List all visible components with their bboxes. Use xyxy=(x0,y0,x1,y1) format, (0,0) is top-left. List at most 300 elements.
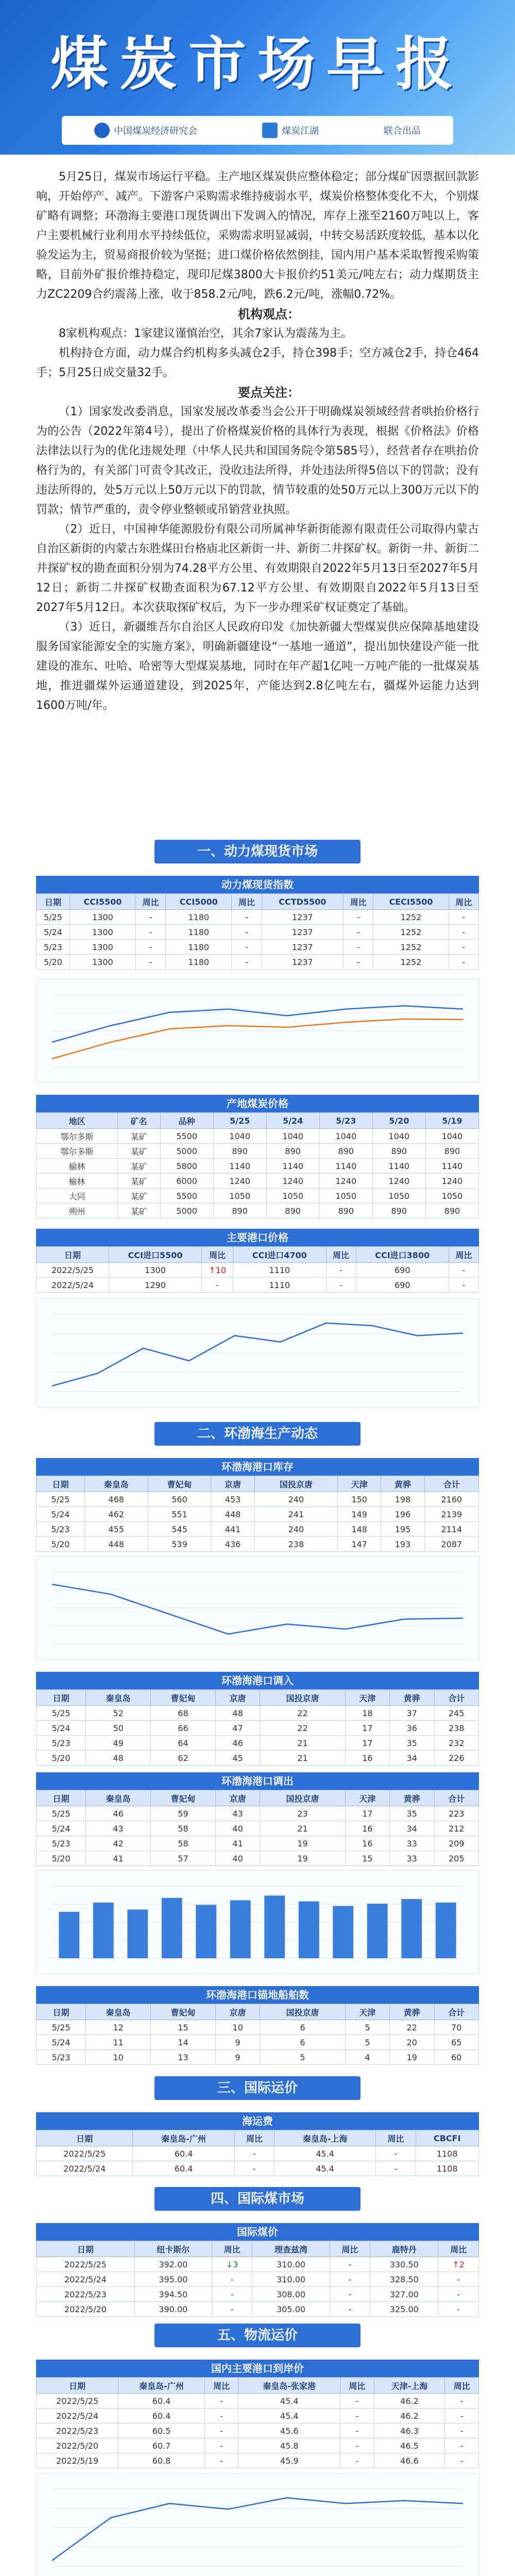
column-header: 天津 xyxy=(345,2004,389,2020)
table-header-row xyxy=(37,1113,479,1129)
table-cell: - xyxy=(376,2146,416,2161)
table-cell: 68 xyxy=(151,1706,216,1721)
table-cell: 198 xyxy=(381,1492,424,1507)
table-cell: 33 xyxy=(390,1836,434,1851)
table-cell: 6 xyxy=(260,2020,345,2035)
table-cell: 2022/5/25 xyxy=(37,2394,118,2409)
intro-para-5: （2）近日，中国神华能源股份有限公司所属神华新街能源有限责任公司取得内蒙古自治区新街的内蒙古东胜煤田台格庙北区新街一井、新街二井探矿权。新街一井、新街二井探矿权的勘查面积分别为74.28平方公里、有效期限自2022年5月13日至2027年5月12日；新街二井探矿权勘查面积为67.12平方公里、有效期限自2022年5月13日至2027年5月12日。本次获取探矿权后，为下一步办理采矿权证奠定了基础。 xyxy=(36,523,479,614)
table-cell: 238 xyxy=(434,1721,478,1736)
table-cell: 390.00 xyxy=(134,2302,212,2317)
table-cell: - xyxy=(445,2409,479,2424)
table-row xyxy=(37,2453,479,2468)
intro-para-4: （1）国家发改委消息，国家发展改革委当会公开于明确煤炭领域经营者哄抬价格行为的公告（2022年第4号），提出了价格煤炭价格的具体行为表现，根据《价格法》价格法律法以行为的优化违规处理（中华人民共和国国务院令第585号），经营者存在哄抬价格行为的，有关部门可责令其改正，没收违法所得，并处违法所得5倍以下的罚款；没有违法所得的，处5万元以上50万元以下的罚款，情节较重的处50万元以上300万元以下的罚款；情节严重的，责令停业整顿或吊销营业执照。 xyxy=(36,405,479,516)
table-cell: - xyxy=(135,925,165,940)
table-row xyxy=(37,1174,479,1189)
table-cell: 45.9 xyxy=(238,2453,340,2468)
logo-ccera xyxy=(94,123,197,138)
table-3-title: 主要港口价格 xyxy=(36,1229,479,1246)
header-banner xyxy=(0,0,515,155)
table-row xyxy=(37,925,479,940)
table-cell: - xyxy=(344,955,373,970)
table-cell: 9 xyxy=(215,2035,260,2050)
table-cell: 50 xyxy=(86,1721,151,1736)
table-cell: 21 xyxy=(260,1821,345,1836)
table-cell: 890 xyxy=(372,1204,425,1218)
column-header: 曹妃甸 xyxy=(148,1476,211,1492)
table-cell: 45.6 xyxy=(238,2424,340,2438)
table-cell: 19 xyxy=(260,1851,345,1866)
column-header: 矿名 xyxy=(118,1113,161,1129)
table-cell: 4 xyxy=(345,2050,389,2065)
table-cell: 1252 xyxy=(373,955,449,970)
column-header: 黄骅 xyxy=(390,1690,434,1706)
table-cell: 1240 xyxy=(319,1174,372,1189)
table-row xyxy=(37,1851,479,1866)
column-header: 天津 xyxy=(338,1476,381,1492)
table-cell: 193 xyxy=(381,1537,424,1552)
table-cell: 1040 xyxy=(372,1129,425,1144)
table-cell: 23 xyxy=(260,1806,345,1821)
column-header: 黄骅 xyxy=(381,1476,424,1492)
table-cell: 45.8 xyxy=(238,2438,340,2453)
table-row xyxy=(37,2146,479,2161)
table-cell: 1040 xyxy=(425,1129,478,1144)
table-cell: - xyxy=(449,940,478,955)
table-cell: 5500 xyxy=(160,1189,213,1204)
column-header: 周比 xyxy=(449,894,478,910)
table-row xyxy=(37,1751,479,1766)
table-cell: 45.4 xyxy=(274,2161,375,2176)
table-cell: 46 xyxy=(215,1736,260,1751)
table-cell: 1300 xyxy=(70,925,135,940)
table-cell: 45.4 xyxy=(238,2409,340,2424)
table-cell: 890 xyxy=(319,1144,372,1159)
table-5 xyxy=(36,1689,479,1766)
column-header: 合计 xyxy=(424,1476,478,1492)
table-cell: ↓3 xyxy=(212,2257,252,2272)
table-cell: 1240 xyxy=(266,1174,319,1189)
table-cell: 某矿 xyxy=(118,1189,161,1204)
chart-svg xyxy=(37,979,478,1082)
table-cell: - xyxy=(445,2424,479,2438)
table-row xyxy=(37,2287,479,2302)
table-cell: - xyxy=(204,2394,238,2409)
column-header: 5/19 xyxy=(425,1113,478,1129)
table-cell: 34 xyxy=(390,1751,434,1766)
chart-1 xyxy=(36,979,480,1083)
column-header: 曹妃甸 xyxy=(151,1690,216,1706)
table-header-row xyxy=(37,1247,479,1263)
table-cell: 5 xyxy=(345,2035,389,2050)
column-header: 周比 xyxy=(376,2130,416,2146)
logo-mtjh xyxy=(262,123,319,138)
table-cell: 2022/5/23 xyxy=(37,2424,118,2438)
column-header: 黄骅 xyxy=(390,2004,434,2020)
table-cell: 1050 xyxy=(266,1189,319,1204)
column-header: 周比 xyxy=(445,2378,479,2394)
table-cell: 朔州 xyxy=(37,1204,118,1218)
table-cell: 327.00 xyxy=(370,2287,438,2302)
table-4-title: 环渤海港口库存 xyxy=(36,1458,479,1476)
table-row xyxy=(37,1821,479,1836)
column-header: 纽卡斯尔 xyxy=(134,2241,212,2257)
table-7 xyxy=(36,2004,479,2065)
table-cell: 9 xyxy=(215,2050,260,2065)
table-cell: 22 xyxy=(260,1721,345,1736)
table-cell: - xyxy=(212,2287,252,2302)
column-header: 秦皇岛 xyxy=(86,1790,151,1806)
column-header: 天津 xyxy=(345,1690,389,1706)
table-1 xyxy=(36,893,479,970)
table-cell: 16 xyxy=(345,1836,389,1851)
table-cell: 22 xyxy=(390,2020,434,2035)
table-cell: 5/24 xyxy=(37,2035,86,2050)
table-cell: 15 xyxy=(345,1851,389,1866)
table-cell: 1040 xyxy=(213,1129,266,1144)
table-cell: 209 xyxy=(434,1836,478,1851)
table-row xyxy=(37,940,479,955)
table-cell: 43 xyxy=(86,1821,151,1836)
table-cell: - xyxy=(204,2438,238,2453)
table-cell: - xyxy=(449,955,478,970)
table-cell: 65 xyxy=(434,2035,478,2050)
table-cell: 5/25 xyxy=(37,910,70,925)
table-cell: 10 xyxy=(86,2050,151,2065)
column-header: 5/23 xyxy=(319,1113,372,1129)
table-cell: 45 xyxy=(215,1751,260,1766)
series-line xyxy=(52,1584,463,1634)
table-cell: 1240 xyxy=(425,1174,478,1189)
table-cell: ↑10 xyxy=(202,1263,233,1278)
table-cell: 35 xyxy=(390,1806,434,1821)
chart-svg xyxy=(37,1871,478,1974)
column-header: 日期 xyxy=(37,1790,86,1806)
mtjh-logo-icon xyxy=(262,123,278,138)
table-header-row xyxy=(37,2004,479,2020)
table-row xyxy=(37,1144,479,1159)
table-row xyxy=(37,1159,479,1174)
table-cell: 455 xyxy=(84,1522,148,1537)
table-cell: 1240 xyxy=(213,1174,266,1189)
intro-text xyxy=(36,167,479,716)
table-cell: 59 xyxy=(151,1806,216,1821)
column-header: 曹妃甸 xyxy=(151,2004,216,2020)
table-row xyxy=(37,1736,479,1751)
table-cell: 5/24 xyxy=(37,925,70,940)
column-header: 曹妃甸 xyxy=(151,1790,216,1806)
table-cell: 5800 xyxy=(160,1159,213,1174)
section-2-banner: 二、环渤海生产动态 xyxy=(154,1422,360,1446)
column-header: 日期 xyxy=(37,1690,86,1706)
bar xyxy=(333,1906,353,1958)
table-cell: 34 xyxy=(390,1821,434,1836)
table-cell: 64 xyxy=(151,1736,216,1751)
column-header: 秦皇岛-广州 xyxy=(133,2130,234,2146)
table-cell: 890 xyxy=(266,1144,319,1159)
table-cell: 1040 xyxy=(266,1129,319,1144)
column-header: 合计 xyxy=(434,1790,478,1806)
table-7-title: 环渤海港口锚地船舶数 xyxy=(36,1986,479,2004)
table-row xyxy=(37,910,479,925)
table-cell: - xyxy=(232,955,262,970)
table-cell: 223 xyxy=(434,1806,478,1821)
table-cell: 150 xyxy=(338,1492,381,1507)
table-cell: 40 xyxy=(215,1851,260,1866)
column-header: 日期 xyxy=(37,894,70,910)
table-cell: 5/24 xyxy=(37,1721,86,1736)
table-row xyxy=(37,2424,479,2438)
table-row xyxy=(37,2409,479,2424)
table-cell: 37 xyxy=(390,1706,434,1721)
table-cell: 1108 xyxy=(416,2146,478,2161)
table-cell: 1140 xyxy=(213,1159,266,1174)
table-cell: - xyxy=(326,1278,356,1293)
table-cell: 245 xyxy=(434,1706,478,1721)
table-row xyxy=(37,955,479,970)
table-cell: 2022/5/25 xyxy=(37,1263,109,1278)
table-row xyxy=(37,1492,479,1507)
table-cell: 45.4 xyxy=(238,2394,340,2409)
table-cell: 14 xyxy=(151,2035,216,2050)
table-header-row xyxy=(37,2378,479,2394)
table-cell: - xyxy=(340,2438,374,2453)
intro-para-6: （3）近日，新疆维吾尔自治区人民政府印发《加快新疆大型煤炭供应保障基地建设服务国家能源安全的实施方案》，明确新疆建设“一基地一通道”，提出加快建设产能一批建设的准东、吐哈、哈密等大型煤炭基地，同时在年产超1亿吨一万吨产能的一批煤炭基地，推进疆煤外运通道建设，到2025年，产能达到2.8亿吨左右，疆煤外运能力达到1600万吨/年。 xyxy=(36,621,479,712)
table-cell: 62 xyxy=(151,1751,216,1766)
section-3-banner: 三、国际运价 xyxy=(154,2076,360,2100)
column-header: 地区 xyxy=(37,1113,118,1129)
table-cell: 232 xyxy=(434,1736,478,1751)
table-row xyxy=(37,2035,479,2050)
table-row xyxy=(37,1278,479,1293)
column-header: 日期 xyxy=(37,2130,133,2146)
table-cell: 1252 xyxy=(373,925,449,940)
table-cell: 21 xyxy=(260,1751,345,1766)
table-cell: 1240 xyxy=(372,1174,425,1189)
column-header: CCI进口4700 xyxy=(233,1247,326,1263)
table-header-row xyxy=(37,2130,479,2146)
column-header: 国投京唐 xyxy=(260,2004,345,2020)
table-cell: 16 xyxy=(345,1821,389,1836)
co-produced-text: 联合出品 xyxy=(384,126,421,137)
table-cell: 2022/5/24 xyxy=(37,2272,135,2287)
table-cell: 2022/5/23 xyxy=(37,2287,135,2302)
table-cell: 1050 xyxy=(213,1189,266,1204)
table-cell: 60.7 xyxy=(118,2438,205,2453)
series-line xyxy=(52,2498,463,2561)
table-cell: - xyxy=(438,2302,479,2317)
table-cell: 5 xyxy=(260,2050,345,2065)
table-cell: 2022/5/19 xyxy=(37,2453,118,2468)
table-cell: 60 xyxy=(434,2050,478,2065)
table-cell: 47 xyxy=(215,1721,260,1736)
table-cell: 1140 xyxy=(372,1159,425,1174)
column-header: 周比 xyxy=(202,1247,233,1263)
table-row xyxy=(37,1263,479,1278)
table-cell: 46.2 xyxy=(374,2409,445,2424)
table-cell: 1237 xyxy=(262,910,343,925)
column-header: 日期 xyxy=(37,1476,85,1492)
column-header: 5/24 xyxy=(266,1113,319,1129)
table-cell: 11 xyxy=(86,2035,151,2050)
table-9 xyxy=(36,2241,479,2317)
table-cell: 46.2 xyxy=(374,2394,445,2409)
column-header: 京唐 xyxy=(215,2004,260,2020)
bar xyxy=(93,1903,114,1958)
table-cell: 468 xyxy=(84,1492,148,1507)
table-cell: 某矿 xyxy=(118,1129,161,1144)
column-header: CBCFI xyxy=(416,2130,478,2146)
column-header: 周比 xyxy=(344,894,373,910)
table-cell: 21 xyxy=(260,1736,345,1751)
column-header: 日期 xyxy=(37,1247,109,1263)
table-cell: 238 xyxy=(254,1537,337,1552)
column-header: 京唐 xyxy=(215,1690,260,1706)
table-cell: 某矿 xyxy=(118,1204,161,1218)
table-cell: 5/24 xyxy=(37,1821,86,1836)
table-cell: - xyxy=(344,910,373,925)
table-row xyxy=(37,1836,479,1851)
table-cell: 5/23 xyxy=(37,940,70,955)
column-header: CCI5500 xyxy=(70,894,135,910)
table-cell: 60.5 xyxy=(118,2424,205,2438)
table-cell: 榆林 xyxy=(37,1174,118,1189)
table-row xyxy=(37,2438,479,2453)
table-cell: 2022/5/20 xyxy=(37,2438,118,2453)
table-cell: - xyxy=(232,910,262,925)
table-cell: - xyxy=(330,2272,370,2287)
table-6-title: 环渤海港口调出 xyxy=(36,1772,479,1790)
table-cell: 1300 xyxy=(70,955,135,970)
table-cell: - xyxy=(212,2272,252,2287)
table-cell: 539 xyxy=(148,1537,211,1552)
table-cell: 2114 xyxy=(424,1522,478,1537)
table-header-row xyxy=(37,1690,479,1706)
table-cell: 5/20 xyxy=(37,955,70,970)
column-header: 秦皇岛 xyxy=(86,1690,151,1706)
table-cell: 2087 xyxy=(424,1537,478,1552)
table-cell: - xyxy=(232,940,262,955)
table-cell: 15 xyxy=(151,2020,216,2035)
column-header: 日期 xyxy=(37,2004,86,2020)
table-cell: 448 xyxy=(84,1537,148,1552)
table-cell: 46.6 xyxy=(374,2453,445,2468)
table-cell: 70 xyxy=(434,2020,478,2035)
table-cell: 212 xyxy=(434,1821,478,1836)
table-cell: 60.4 xyxy=(118,2394,205,2409)
institution-views-heading: 机构观点： xyxy=(238,307,300,321)
table-cell: - xyxy=(438,2287,479,2302)
table-row xyxy=(37,1204,479,1218)
column-header: 周比 xyxy=(330,2241,370,2257)
table-cell: 48 xyxy=(215,1706,260,1721)
table-cell: 5/25 xyxy=(37,1706,86,1721)
table-cell: 20 xyxy=(390,2035,434,2050)
table-cell: 5/23 xyxy=(37,1736,86,1751)
column-header: 周比 xyxy=(212,2241,252,2257)
table-cell: 2022/5/25 xyxy=(37,2257,135,2272)
table-cell: 1180 xyxy=(166,925,232,940)
table-cell: 890 xyxy=(266,1204,319,1218)
table-cell: - xyxy=(376,2161,416,2176)
table-cell: - xyxy=(344,925,373,940)
table-cell: 436 xyxy=(211,1537,254,1552)
table-cell: 1108 xyxy=(416,2161,478,2176)
table-cell: 某矿 xyxy=(118,1174,161,1189)
table-cell: 60.8 xyxy=(118,2453,205,2468)
table-cell: - xyxy=(340,2424,374,2438)
column-header: 秦皇岛-张家港 xyxy=(238,2378,340,2394)
table-cell: 5500 xyxy=(160,1129,213,1144)
bar xyxy=(162,1898,182,1958)
table-cell: 36 xyxy=(390,1721,434,1736)
intro-para-1: 5月25日，煤炭市场运行平稳。主产地区煤炭供应整体稳定；部分煤矿因票据回款影响，开始停产、减产。下游客户采购需求维持疲弱水平，煤炭价格整体变化不大，个别煤矿略有调整；环渤海主要港口现货调出下发调入的情况，库存上涨至2160万吨以上，客户主要机械行业利用水平持续低位，采购需求明显减弱，中转交易活跃度较低，基本以化验发运为主，贸易商报价较为坚挺；进口煤价格依然倒挂，国内用户基本采取暂搜采购策略，目前外矿报价维持稳定，现印尼煤3800大卡报价约51美元/吨左右；动力煤期货主力ZC2209合约震荡上涨，收于858.2元/吨，跌6.2元/吨，涨幅0.72%。 xyxy=(36,171,479,301)
table-cell: 1180 xyxy=(166,955,232,970)
series-line xyxy=(52,1006,463,1042)
column-header: 日期 xyxy=(37,2241,135,2257)
table-cell: - xyxy=(204,2453,238,2468)
table-row xyxy=(37,2050,479,2065)
table-cell: 890 xyxy=(319,1204,372,1218)
table-cell: 241 xyxy=(254,1507,337,1522)
table-cell: 35 xyxy=(390,1736,434,1751)
column-header: 周比 xyxy=(449,1247,478,1263)
table-cell: 195 xyxy=(381,1522,424,1537)
column-header: 品种 xyxy=(160,1113,213,1129)
table-cell: 1110 xyxy=(233,1263,326,1278)
table-cell: 1050 xyxy=(319,1189,372,1204)
table-5-title: 环渤海港口调入 xyxy=(36,1672,479,1689)
column-header: 天津 xyxy=(345,1790,389,1806)
table-row xyxy=(37,1507,479,1522)
column-header: 5/20 xyxy=(372,1113,425,1129)
table-cell: - xyxy=(135,940,165,955)
table-cell: 48 xyxy=(86,1751,151,1766)
table-row xyxy=(37,2020,479,2035)
table-cell: 2022/5/24 xyxy=(37,2161,133,2176)
table-cell: - xyxy=(445,2438,479,2453)
table-cell: 榆林 xyxy=(37,1159,118,1174)
table-cell: 66 xyxy=(151,1721,216,1736)
series-line xyxy=(52,1323,463,1386)
table-cell: 310.00 xyxy=(252,2257,330,2272)
table-cell: 41 xyxy=(86,1851,151,1866)
section-1-banner: 一、动力煤现货市场 xyxy=(154,840,360,863)
table-cell: 240 xyxy=(254,1492,337,1507)
chart-2 xyxy=(36,1298,480,1408)
table-cell: 328.50 xyxy=(370,2272,438,2287)
table-cell: 5/23 xyxy=(37,1522,85,1537)
table-cell: - xyxy=(340,2453,374,2468)
table-cell: 690 xyxy=(356,1278,449,1293)
key-points-heading: 要点关注： xyxy=(238,385,300,400)
column-header: 秦皇岛-广州 xyxy=(118,2378,205,2394)
column-header: 周比 xyxy=(234,2130,274,2146)
table-cell: 1050 xyxy=(372,1189,425,1204)
table-row xyxy=(37,2161,479,2176)
table-cell: - xyxy=(330,2257,370,2272)
table-cell: 16 xyxy=(345,1751,389,1766)
table-cell: 1237 xyxy=(262,925,343,940)
table-row xyxy=(37,2257,479,2272)
column-header: CCTD5500 xyxy=(262,894,343,910)
table-cell: - xyxy=(340,2409,374,2424)
table-cell: 1237 xyxy=(262,940,343,955)
table-cell: 149 xyxy=(338,1507,381,1522)
page-title: 煤炭市场早报 xyxy=(50,31,465,98)
table-cell: 1050 xyxy=(425,1189,478,1204)
table-cell: 1237 xyxy=(262,955,343,970)
table-6 xyxy=(36,1790,479,1866)
